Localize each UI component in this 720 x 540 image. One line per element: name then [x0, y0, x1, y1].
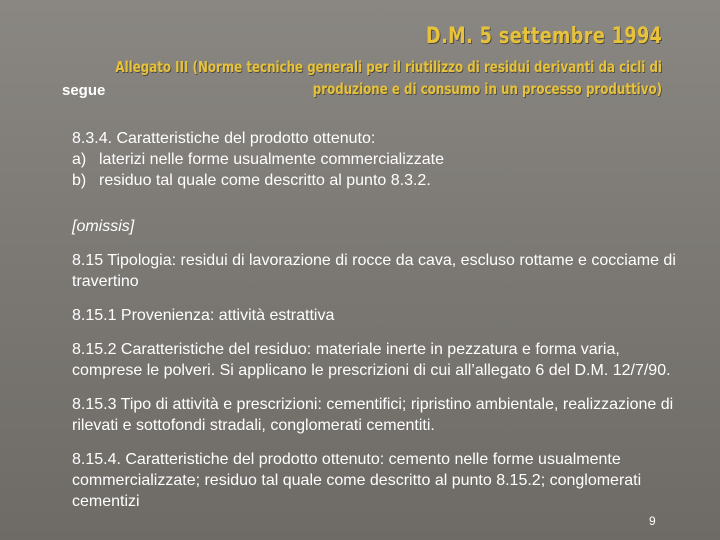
- slide-subtitle: Allegato III (Norme tecniche generali per il riutilizzo di residui derivanti da cicli di produzione e di consumo in un processo produttivo): [115, 58, 662, 98]
- paragraph-8-15-1: 8.15.1 Provenienza: attività estrattiva: [72, 307, 335, 324]
- list-item-text: residuo tal quale come descritto al punto 8.3.2.: [99, 172, 431, 189]
- list-item-text: laterizi nelle forme usualmente commercializzate: [99, 151, 445, 168]
- list-marker: a): [72, 151, 87, 168]
- slide-body: [72, 128, 692, 525]
- list-marker: b): [72, 172, 87, 189]
- segue-label: segue: [62, 82, 106, 99]
- paragraph-8-15-4: 8.15.4. Caratteristiche del prodotto ottenuto: cemento nelle forme usualmente commercializzate; residuo tal quale come descritto al punto 8.15.2; conglomerati cementizi: [72, 451, 642, 510]
- list-item: [72, 149, 692, 170]
- section-heading: 8.3.4. Caratteristiche del prodotto ottenuto:: [72, 130, 376, 147]
- omissis-note: [omissis]: [72, 218, 135, 235]
- slide-title: D.M. 5 settembre 1994: [425, 24, 662, 49]
- page-number: 9: [649, 514, 656, 528]
- paragraph-8-15-3: 8.15.3 Tipo di attività e prescrizioni: cementifici; ripristino ambientale, realizzazione di rilevati e sottofondi stradali, conglomerati cementiti.: [72, 396, 674, 434]
- paragraph-8-15-2: 8.15.2 Caratteristiche del residuo: materiale inerte in pezzatura e forma varia, comprese le polveri. Si applicano le prescrizioni di cui all’allegato 6 del D.M. 12/7/90.: [72, 341, 671, 379]
- list-item: [72, 170, 692, 191]
- paragraph-8-15: 8.15 Tipologia: residui di lavorazione di rocce da cava, escluso rottame e cocciame di travertino: [72, 252, 676, 290]
